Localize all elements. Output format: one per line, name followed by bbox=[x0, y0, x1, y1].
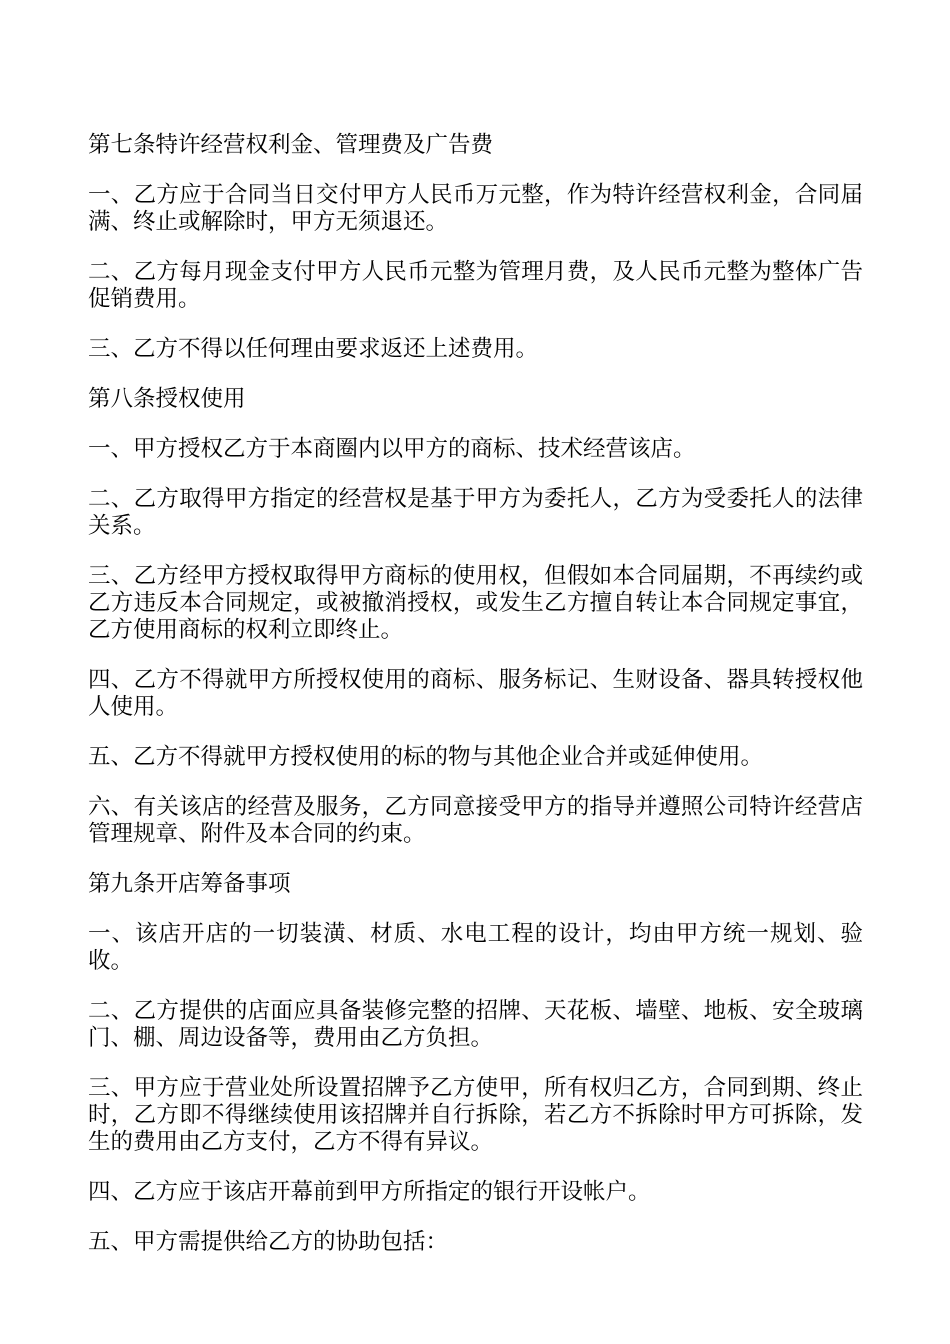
article-9-clause-4: 四、乙方应于该店开幕前到甲方所指定的银行开设帐户。 bbox=[88, 1179, 651, 1205]
article-8-clause-4: 四、乙方不得就甲方所授权使用的商标、服务标记、生财设备、器具转授权他人使用。 bbox=[88, 667, 863, 720]
article-7-clause-3: 三、乙方不得以任何理由要求返还上述费用。 bbox=[88, 336, 539, 362]
article-9-heading: 第九条开店筹备事项 bbox=[88, 871, 291, 897]
article-8-clause-2: 二、乙方取得甲方指定的经营权是基于甲方为委托人，乙方为受委托人的法律关系。 bbox=[88, 486, 863, 539]
article-9-clause-1: 一、该店开店的一切装潢、材质、水电工程的设计，均由甲方统一规划、验收。 bbox=[88, 921, 863, 974]
article-8-clause-1: 一、甲方授权乙方于本商圈内以甲方的商标、技术经营该店。 bbox=[88, 436, 696, 462]
article-9-clause-3: 三、甲方应于营业处所设置招牌予乙方使甲，所有权归乙方，合同到期、终止时，乙方即不得继续使用该招牌并自行拆除，若乙方不拆除时甲方可拆除，发生的费用由乙方支付，乙方不得有异议。 bbox=[88, 1075, 863, 1155]
article-9-clause-5: 五、甲方需提供给乙方的协助包括： bbox=[88, 1229, 449, 1255]
article-7-heading: 第七条特许经营权利金、管理费及广告费 bbox=[88, 132, 494, 158]
article-8-clause-5: 五、乙方不得就甲方授权使用的标的物与其他企业合并或延伸使用。 bbox=[88, 744, 764, 770]
article-9-clause-2: 二、乙方提供的店面应具备装修完整的招牌、天花板、墙壁、地板、安全玻璃门、棚、周边设备等，费用由乙方负担。 bbox=[88, 998, 863, 1051]
article-8-clause-6: 六、有关该店的经营及服务，乙方同意接受甲方的指导并遵照公司特许经营店管理规章、附件及本合同的约束。 bbox=[88, 794, 863, 847]
article-8-heading: 第八条授权使用 bbox=[88, 386, 246, 412]
document-body bbox=[88, 132, 863, 1279]
article-7-clause-1: 一、乙方应于合同当日交付甲方人民币万元整，作为特许经营权利金，合同届满、终止或解除时，甲方无须退还。 bbox=[88, 182, 863, 235]
article-7-clause-2: 二、乙方每月现金支付甲方人民币元整为管理月费，及人民币元整为整体广告促销费用。 bbox=[88, 259, 863, 312]
article-8-clause-3: 三、乙方经甲方授权取得甲方商标的使用权，但假如本合同届期，不再续约或乙方违反本合同规定，或被撤消授权，或发生乙方擅自转让本合同规定事宜，乙方使用商标的权利立即终止。 bbox=[88, 563, 863, 643]
